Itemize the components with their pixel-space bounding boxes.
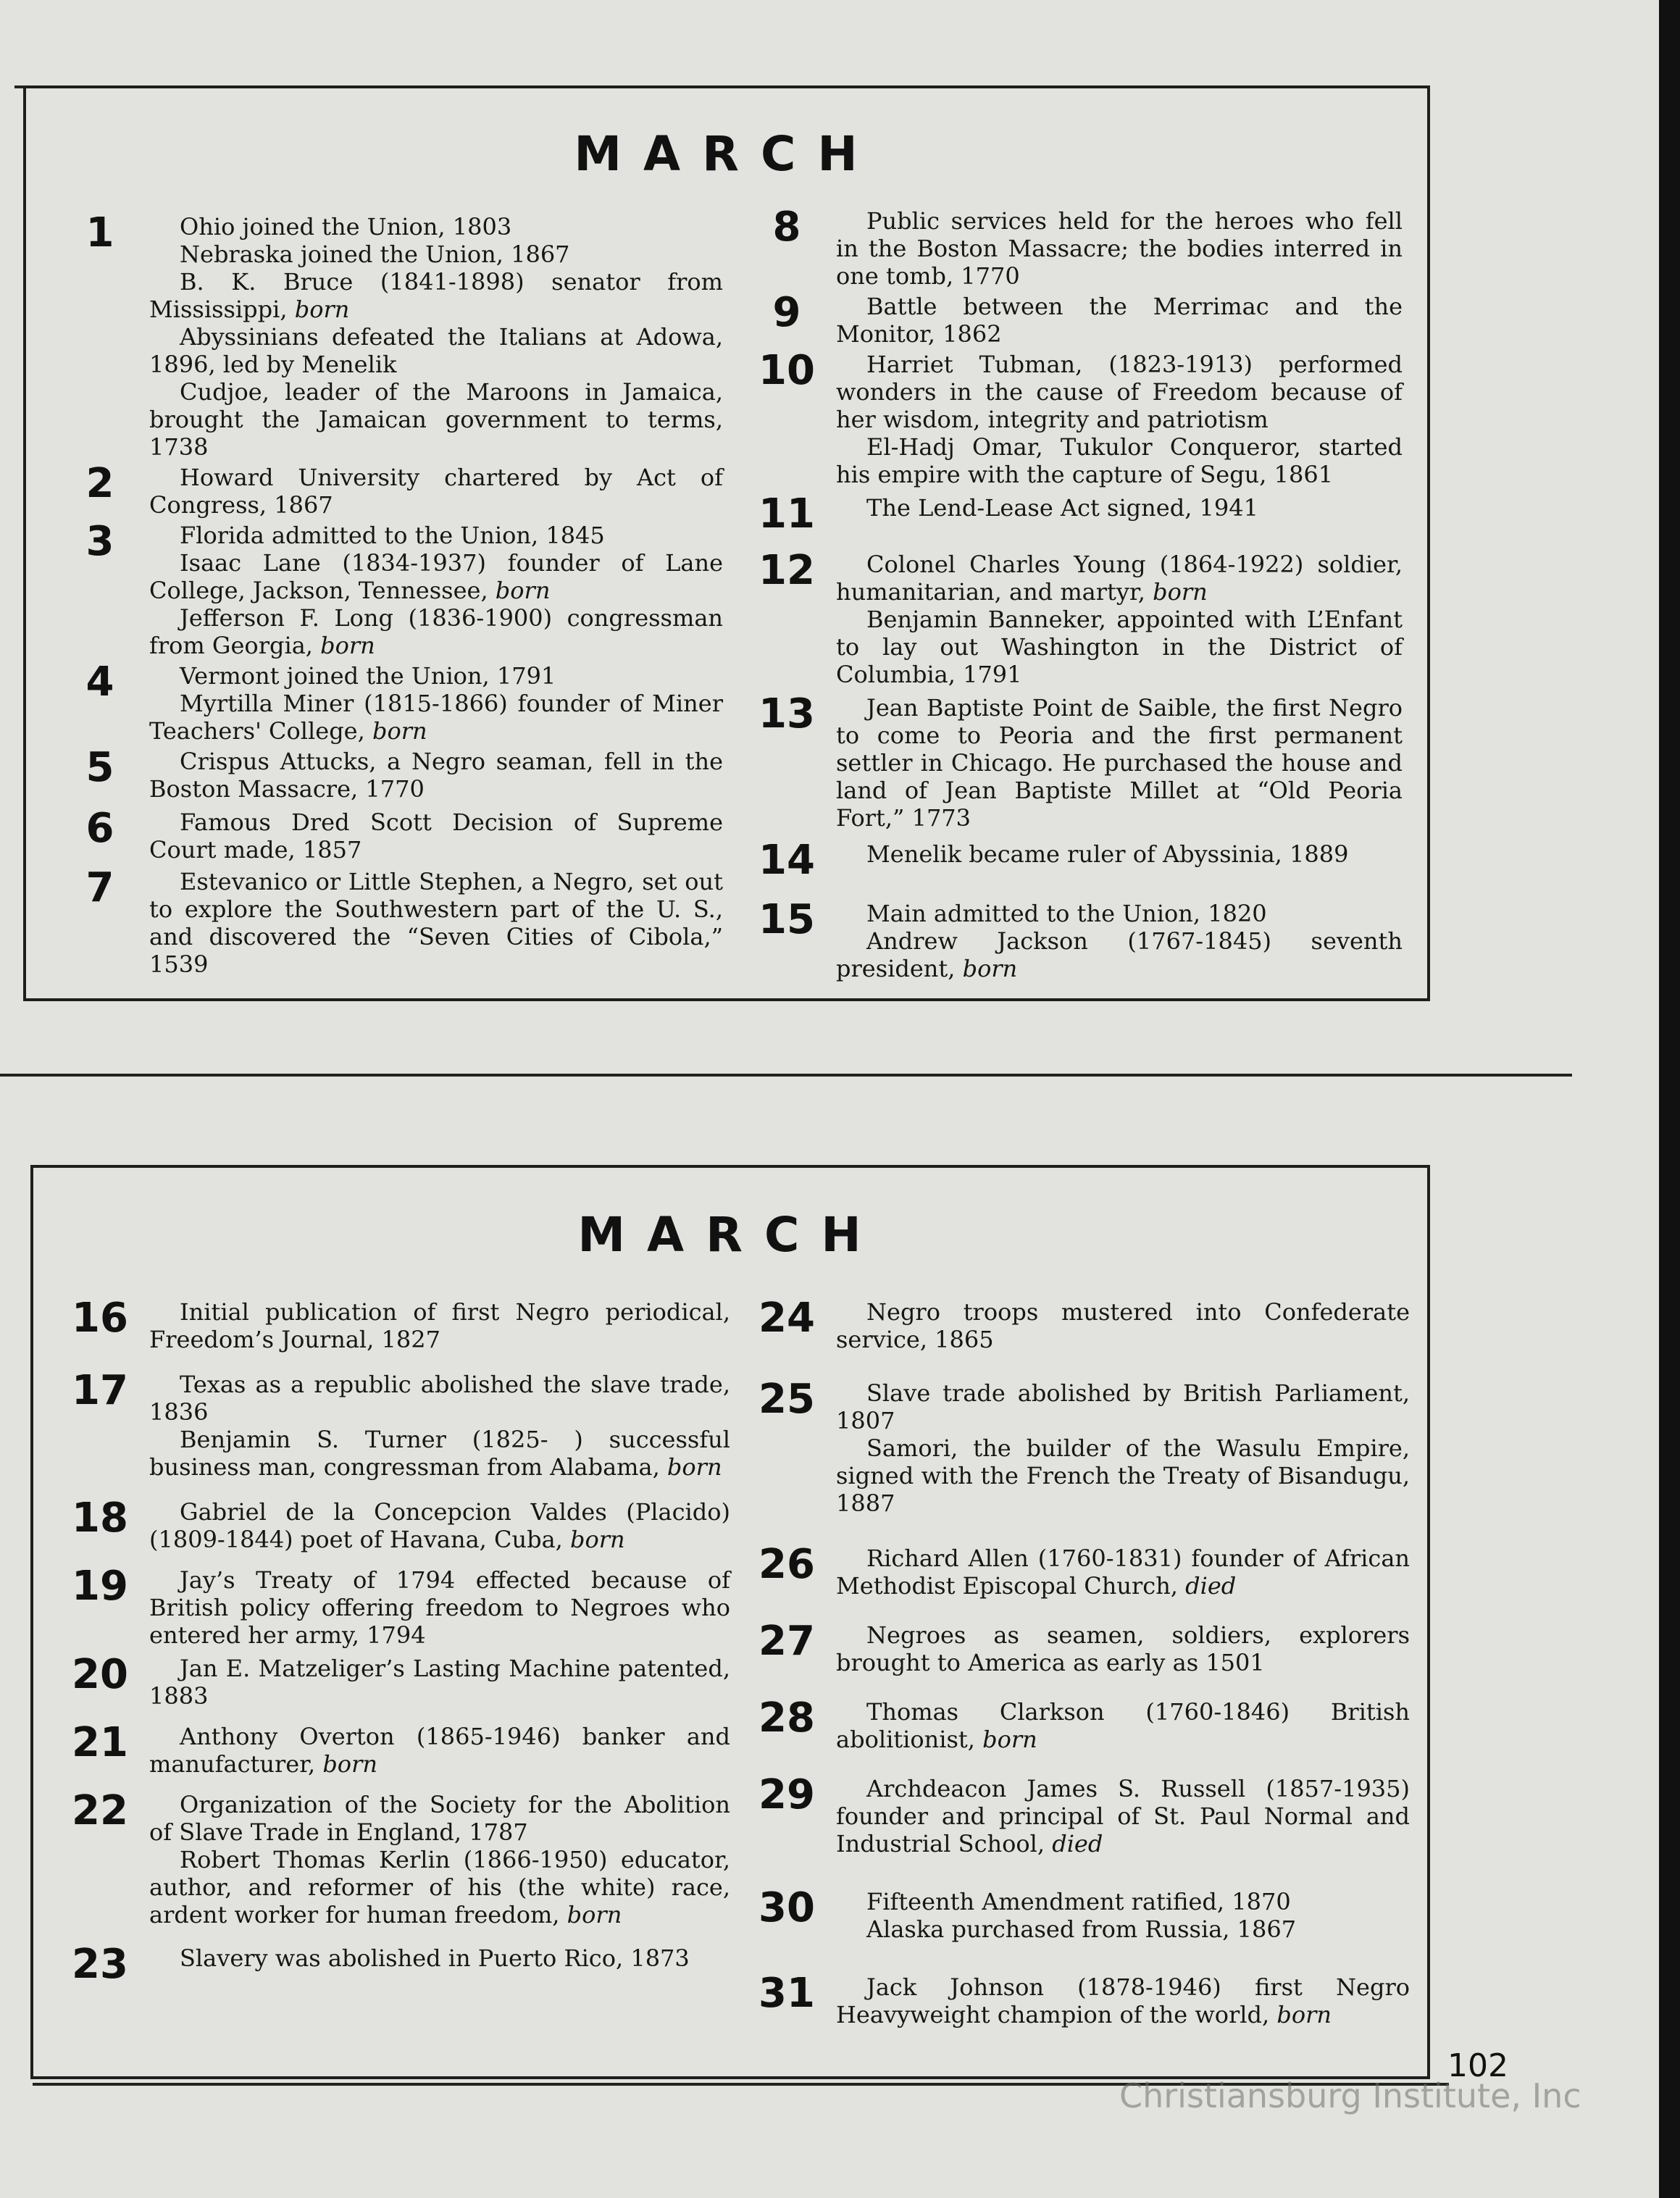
watermark: Christiansburg Institute, Inc — [1119, 2076, 1581, 2115]
event-text — [149, 690, 723, 745]
event-text — [149, 464, 723, 519]
day-number: 12 — [758, 547, 815, 594]
event-description: Main admitted to the Union, 1820 — [866, 900, 1267, 927]
event-note: died — [1185, 1572, 1237, 1600]
event-description: Slavery was abolished in Puerto Rico, 1873 — [180, 1944, 690, 1972]
calendar-entry — [758, 1695, 1410, 1753]
event-description: Organization of the Society for the Abolition of Slave Trade in England, 1787 — [149, 1791, 730, 1846]
event-note: born — [1153, 578, 1208, 606]
event-description: Slave trade abolished by British Parliament, 1807 — [836, 1379, 1410, 1434]
event-text — [149, 549, 723, 604]
event-text — [149, 1944, 730, 1972]
day-number: 23 — [72, 1941, 128, 1988]
event-text — [836, 351, 1403, 433]
day-number: 28 — [758, 1695, 815, 1742]
calendar-entry — [758, 1771, 1410, 1858]
event-description: Isaac Lane (1834-1937) founder of Lane College, Jackson, Tennessee, — [149, 549, 723, 604]
calendar-entry — [71, 805, 723, 864]
day-number: 2 — [85, 460, 114, 507]
event-text — [149, 213, 723, 241]
event-text — [149, 604, 723, 659]
calendar-entry — [758, 1884, 1410, 1943]
march-panel-16-31 — [30, 1165, 1430, 2079]
calendar-entry — [758, 1970, 1410, 2028]
day-number: 15 — [758, 896, 815, 943]
event-text — [149, 268, 723, 323]
event-description: Howard University chartered by Act of Congress, 1867 — [149, 464, 723, 519]
event-text — [836, 433, 1403, 488]
calendar-entry — [758, 690, 1403, 832]
calendar-entry — [71, 659, 723, 745]
day-number: 27 — [758, 1618, 815, 1665]
event-description: Public services held for the heroes who fell in the Boston Massacre; the bodies interred in one tomb, 1770 — [836, 207, 1403, 290]
event-note: born — [570, 1526, 625, 1553]
event-text — [836, 1298, 1410, 1353]
day-number: 11 — [758, 490, 815, 538]
event-description: Gabriel de la Concepcion Valdes (Placido) (1809-1844) poet of Havana, Cuba, — [149, 1498, 730, 1553]
right-column — [758, 204, 1403, 982]
event-text — [149, 662, 723, 690]
event-description: Anthony Overton (1865-1946) banker and manufacturer, — [149, 1723, 730, 1778]
event-description: Thomas Clarkson (1760-1846) British abolitionist, — [836, 1698, 1410, 1753]
event-note: died — [1052, 1830, 1103, 1858]
event-text — [149, 323, 723, 378]
day-number: 13 — [758, 690, 815, 737]
calendar-entry — [71, 1295, 730, 1353]
day-number: 21 — [72, 1719, 128, 1766]
event-description: Ohio joined the Union, 1803 — [180, 213, 512, 241]
calendar-entry — [758, 490, 1403, 538]
calendar-entry — [758, 347, 1403, 488]
event-description: The Lend-Lease Act signed, 1941 — [866, 494, 1258, 522]
event-text — [836, 927, 1403, 982]
event-description: Texas as a republic abolished the slave trade, 1836 — [149, 1371, 730, 1426]
day-number: 5 — [85, 744, 114, 791]
event-text — [149, 1498, 730, 1553]
section-title: MARCH — [577, 1207, 883, 1263]
event-text — [836, 1973, 1410, 2028]
event-description: Samori, the builder of the Wasulu Empire, signed with the French the Treaty of Bisandugu, 1887 — [836, 1434, 1410, 1517]
event-text — [836, 1888, 1410, 1915]
event-description: Jefferson F. Long (1836-1900) congressman from Georgia, — [149, 604, 723, 659]
day-number: 30 — [758, 1884, 815, 1931]
event-description: Crispus Attucks, a Negro seaman, fell in the Boston Massacre, 1770 — [149, 748, 723, 803]
event-description: Cudjoe, leader of the Maroons in Jamaica, brought the Jamaican government to terms, 1738 — [149, 378, 723, 461]
event-text — [836, 606, 1403, 688]
section-title: MARCH — [574, 126, 879, 182]
day-number: 14 — [758, 837, 815, 884]
calendar-entry — [71, 1651, 730, 1710]
event-description: Alaska purchased from Russia, 1867 — [866, 1915, 1297, 1943]
event-text — [149, 1655, 730, 1710]
event-description: Jan E. Matzeliger’s Lasting Machine patented, 1883 — [149, 1655, 730, 1710]
calendar-entry — [71, 1719, 730, 1778]
day-number: 6 — [85, 805, 114, 852]
calendar-entry — [71, 1787, 730, 1929]
event-text — [836, 1545, 1410, 1600]
event-text — [149, 378, 723, 461]
event-text — [149, 1371, 730, 1426]
event-description: Estevanico or Little Stephen, a Negro, set out to explore the Southwestern part of the U. S., and discovered the “Seven Cities of Cibola,” 1539 — [149, 868, 723, 978]
event-text — [149, 1723, 730, 1778]
calendar-entry — [758, 1295, 1410, 1353]
day-number: 31 — [758, 1970, 815, 2017]
event-text — [836, 694, 1403, 832]
event-note: born — [495, 577, 551, 604]
event-description: Fifteenth Amendment ratified, 1870 — [866, 1888, 1291, 1915]
event-description: Benjamin Banneker, appointed with L’Enfant to lay out Washington in the District of Columbia, 1791 — [836, 606, 1403, 688]
day-number: 1 — [85, 209, 114, 256]
event-text — [149, 1791, 730, 1846]
event-description: El-Hadj Omar, Tukulor Conqueror, started his empire with the capture of Segu, 1861 — [836, 433, 1403, 488]
event-text — [836, 207, 1403, 290]
event-note: born — [320, 632, 375, 659]
event-text — [836, 1621, 1410, 1676]
day-number: 18 — [72, 1495, 128, 1542]
event-description: Archdeacon James S. Russell (1857-1935) founder and principal of St. Paul Normal and Industrial School, — [836, 1775, 1410, 1858]
event-note: born — [567, 1901, 622, 1929]
event-note: born — [666, 1453, 722, 1481]
middle-rule — [0, 1074, 1572, 1077]
event-text — [149, 748, 723, 803]
event-description: Initial publication of first Negro periodical, Freedom’s Journal, 1827 — [149, 1298, 730, 1353]
day-number: 17 — [72, 1367, 128, 1414]
event-text — [836, 1775, 1410, 1858]
day-number: 22 — [72, 1787, 128, 1834]
day-number: 4 — [85, 659, 114, 706]
calendar-entry — [758, 1618, 1410, 1676]
event-note: born — [294, 296, 350, 323]
day-number: 29 — [758, 1771, 815, 1818]
event-description: Jay’s Treaty of 1794 effected because of British policy offering freedom to Negroes who entered her army, 1794 — [149, 1566, 730, 1649]
event-text — [836, 551, 1403, 606]
event-text — [149, 868, 723, 978]
day-number: 7 — [85, 864, 114, 911]
calendar-entry — [758, 837, 1403, 884]
calendar-entry — [71, 1941, 730, 1988]
calendar-entry — [758, 289, 1403, 348]
event-description: B. K. Bruce (1841-1898) senator from Mississippi, — [149, 268, 723, 323]
day-number: 9 — [772, 289, 801, 336]
day-number: 8 — [772, 204, 801, 251]
calendar-entry — [71, 744, 723, 803]
event-description: Vermont joined the Union, 1791 — [180, 662, 556, 690]
day-number: 3 — [85, 518, 114, 565]
right-column — [758, 1295, 1410, 2028]
event-description: Andrew Jackson (1767-1845) seventh president, — [836, 927, 1403, 982]
day-number: 24 — [758, 1295, 815, 1342]
event-text — [149, 1846, 730, 1929]
event-description: Battle between the Merrimac and the Monitor, 1862 — [836, 293, 1403, 348]
left-column — [71, 1295, 730, 1988]
event-description: Abyssinians defeated the Italians at Adowa, 1896, led by Menelik — [149, 323, 723, 378]
event-description: Benjamin S. Turner (1825- ) successful business man, congressman from Alabama, — [149, 1426, 730, 1481]
day-number: 25 — [758, 1376, 815, 1423]
event-text — [149, 1298, 730, 1353]
event-description: Robert Thomas Kerlin (1866-1950) educator, author, and reformer of his (the white) race, ardent worker for human freedom, — [149, 1846, 730, 1929]
event-text — [836, 900, 1403, 927]
event-description: Menelik became ruler of Abyssinia, 1889 — [866, 840, 1349, 868]
calendar-entry — [71, 864, 723, 978]
calendar-entry — [758, 204, 1403, 290]
calendar-entry — [71, 209, 723, 461]
calendar-entry — [758, 547, 1403, 688]
event-text — [149, 1426, 730, 1481]
calendar-entry — [758, 1541, 1410, 1600]
event-note: born — [962, 955, 1018, 982]
calendar-entry — [71, 1367, 730, 1481]
event-note: born — [322, 1750, 377, 1778]
day-number: 16 — [72, 1295, 128, 1342]
day-number: 10 — [758, 347, 815, 394]
day-number: 20 — [72, 1651, 128, 1698]
event-text — [836, 840, 1403, 868]
event-text — [149, 522, 723, 549]
event-description: Negro troops mustered into Confederate service, 1865 — [836, 1298, 1410, 1353]
event-description: Florida admitted to the Union, 1845 — [180, 522, 605, 549]
calendar-entry — [758, 1376, 1410, 1517]
event-text — [836, 1434, 1410, 1517]
calendar-entry — [71, 460, 723, 519]
event-description: Richard Allen (1760-1831) founder of African Methodist Episcopal Church, — [836, 1545, 1410, 1600]
left-column — [71, 209, 723, 978]
event-text — [836, 1698, 1410, 1753]
calendar-entry — [758, 896, 1403, 982]
event-description: Myrtilla Miner (1815-1866) founder of Miner Teachers' College, — [149, 690, 723, 745]
page-number: 102 — [1447, 2047, 1508, 2084]
calendar-entry — [71, 1563, 730, 1649]
event-text — [836, 1379, 1410, 1434]
scan-edge — [1659, 0, 1680, 2198]
event-text — [149, 1566, 730, 1649]
day-number: 26 — [758, 1541, 815, 1588]
event-description: Colonel Charles Young (1864-1922) soldier, humanitarian, and martyr, — [836, 551, 1403, 606]
event-text — [836, 1915, 1410, 1943]
event-text — [149, 241, 723, 268]
event-description: Famous Dred Scott Decision of Supreme Court made, 1857 — [149, 808, 723, 864]
event-description: Harriet Tubman, (1823-1913) performed wonders in the cause of Freedom because of her wisdom, integrity and patriotism — [836, 351, 1403, 433]
event-description: Jean Baptiste Point de Saible, the first Negro to come to Peoria and the first permanent settler in Chicago. He purchased the house and land of Jean Baptiste Millet at “Old Peoria Fort,” 1773 — [836, 694, 1403, 832]
event-note: born — [372, 717, 427, 745]
march-panel-1-15 — [23, 85, 1430, 1001]
day-number: 19 — [72, 1563, 128, 1610]
event-note: born — [1276, 2001, 1332, 2028]
calendar-entry — [71, 518, 723, 659]
event-note: born — [982, 1726, 1037, 1753]
event-text — [836, 293, 1403, 348]
event-description: Negroes as seamen, soldiers, explorers brought to America as early as 1501 — [836, 1621, 1410, 1676]
calendar-entry — [71, 1495, 730, 1553]
event-description: Jack Johnson (1878-1946) first Negro Heavyweight champion of the world, — [836, 1973, 1410, 2028]
event-description: Nebraska joined the Union, 1867 — [180, 241, 570, 268]
event-text — [149, 808, 723, 864]
event-text — [836, 494, 1403, 522]
